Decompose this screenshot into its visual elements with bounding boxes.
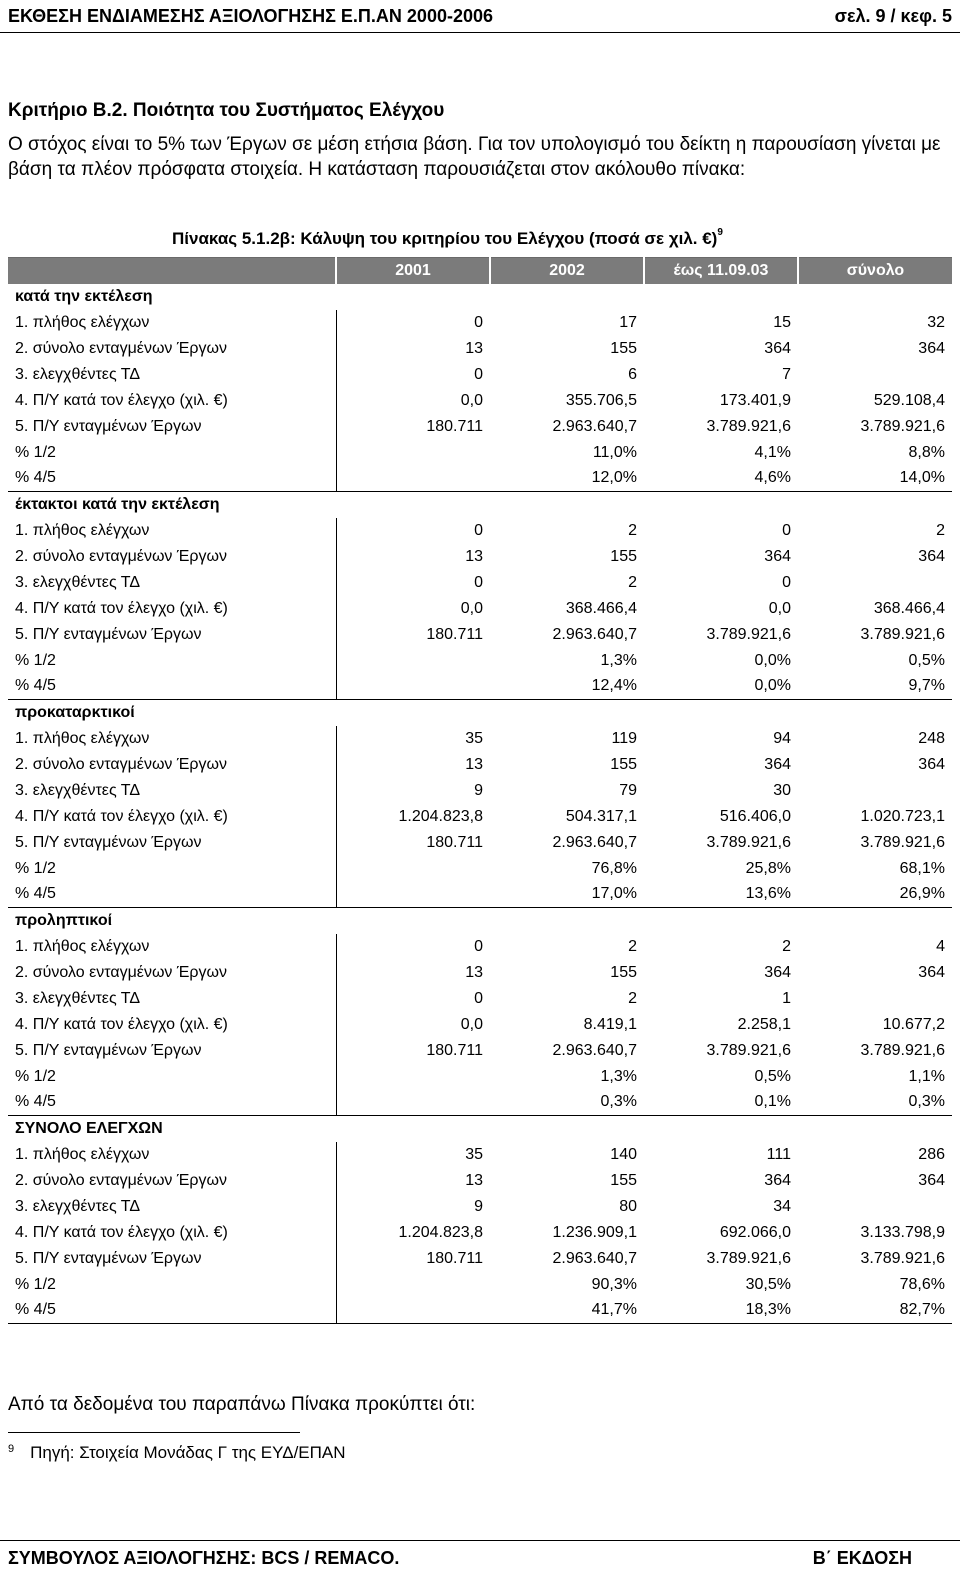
- cell-value: 82,7%: [899, 1301, 945, 1319]
- cell-value: 18,3%: [745, 1301, 791, 1319]
- cell-value: 4: [936, 937, 945, 955]
- cell-value: 78,6%: [899, 1275, 945, 1293]
- row-label: 5. Π/Υ ενταγμένων Έργων: [15, 417, 202, 435]
- cell-value: 692.066,0: [719, 1223, 791, 1241]
- cell-value: 7: [782, 365, 791, 383]
- intro-paragraph: Ο στόχος είναι το 5% των Έργων σε μέση ετήσια βάση. Για τον υπολογισμό του δείκτη η παρουσίαση γίνεται με βάση τα πλέον πρόσφατα στοιχεία. Η κατάσταση παρουσιάζεται στον ακόλουθο πίνακα:: [8, 134, 941, 180]
- table-row: [8, 362, 952, 388]
- row-label: 1. πλήθος ελέγχων: [15, 521, 150, 539]
- cell-value: 3.789.921,6: [860, 1249, 945, 1267]
- header-blank: [8, 258, 336, 284]
- cell-value: [336, 1272, 490, 1298]
- table-row: [8, 388, 952, 414]
- row-label: % 1/2: [15, 859, 56, 877]
- row-label: 2. σύνολο ενταγμένων Έργων: [15, 755, 228, 773]
- table-row: [8, 1246, 952, 1272]
- table-row: [8, 596, 952, 622]
- row-label: % 1/2: [15, 651, 56, 669]
- cell-value: 180.711: [336, 1038, 490, 1064]
- cell-value: 2: [628, 989, 637, 1007]
- cell-value: 368.466,4: [873, 599, 945, 617]
- cell-value: 9: [336, 778, 490, 804]
- row-label: % 4/5: [15, 1301, 56, 1319]
- cell-value: 140: [610, 1145, 637, 1163]
- cell-value: 173.401,9: [719, 391, 791, 409]
- cell-value: 3.789.921,6: [706, 1249, 791, 1267]
- table-row: [8, 986, 952, 1012]
- cell-value: 3.789.921,6: [706, 625, 791, 643]
- cell-value: 8,8%: [908, 443, 945, 461]
- cell-value: 2.963.640,7: [552, 1041, 637, 1059]
- cell-value: 155: [610, 1171, 637, 1189]
- table-caption: [172, 229, 723, 249]
- row-label: % 4/5: [15, 1093, 56, 1111]
- cell-value: 155: [610, 755, 637, 773]
- cell-value: 155: [610, 547, 637, 565]
- cell-value: 2.963.640,7: [552, 833, 637, 851]
- cell-value: 9: [336, 1194, 490, 1220]
- cell-value: [336, 882, 490, 908]
- cell-value: [336, 856, 490, 882]
- cell-value: 3.789.921,6: [860, 417, 945, 435]
- cell-value: 368.466,4: [565, 599, 637, 617]
- cell-value: 1,1%: [908, 1067, 945, 1085]
- cell-value: 79: [619, 781, 637, 799]
- cell-value: 364: [764, 547, 791, 565]
- cell-value: 180.711: [336, 414, 490, 440]
- cell-value: 0: [336, 518, 490, 544]
- cell-value: 15: [773, 313, 791, 331]
- table-row: [8, 1090, 952, 1116]
- cell-value: 0,0: [336, 596, 490, 622]
- row-label: % 1/2: [15, 443, 56, 461]
- table-row: [8, 1298, 952, 1324]
- cell-value: 3.789.921,6: [706, 417, 791, 435]
- row-label: % 4/5: [15, 469, 56, 487]
- table-row: [8, 1064, 952, 1090]
- table-row: [8, 414, 952, 440]
- table-row: [8, 1220, 952, 1246]
- cell-value: 2.963.640,7: [552, 417, 637, 435]
- section-title: έκτακτοι κατά την εκτέλεση: [8, 492, 952, 518]
- cell-value: 13: [336, 336, 490, 362]
- cell-value: 41,7%: [591, 1301, 637, 1319]
- cell-value: 2: [936, 521, 945, 539]
- cell-value: 0,3%: [600, 1093, 637, 1111]
- cell-value: 4,6%: [754, 469, 791, 487]
- cell-value: 94: [773, 729, 791, 747]
- section-title: κατά την εκτέλεση: [15, 287, 153, 305]
- cell-value: 364: [764, 755, 791, 773]
- footer-divider: [0, 1540, 960, 1541]
- row-label: 5. Π/Υ ενταγμένων Έργων: [15, 625, 202, 643]
- cell-value: 0,5%: [908, 651, 945, 669]
- column-header: έως 11.09.03: [644, 258, 798, 284]
- cell-value: 529.108,4: [873, 391, 945, 409]
- footnote-ref: 9: [717, 227, 723, 239]
- table-row: [8, 752, 952, 778]
- row-label: % 4/5: [15, 677, 56, 695]
- coverage-table: [8, 257, 952, 1324]
- table-row: [8, 856, 952, 882]
- row-label: % 4/5: [15, 885, 56, 903]
- row-label: 3. ελεγχθέντες ΤΔ: [15, 573, 141, 591]
- cell-value: 180.711: [336, 622, 490, 648]
- cell-value: [336, 466, 490, 492]
- cell-value: 0: [336, 362, 490, 388]
- table-row: [8, 622, 952, 648]
- cell-value: 13: [336, 544, 490, 570]
- section-title: ΣΥΝΟΛΟ ΕΛΕΓΧΩΝ: [8, 1116, 952, 1142]
- table-row: [8, 726, 952, 752]
- cell-value: 3.789.921,6: [860, 1041, 945, 1059]
- section-title: προληπτικοί: [8, 908, 952, 934]
- cell-value: [798, 778, 952, 804]
- cell-value: 1.236.909,1: [552, 1223, 637, 1241]
- cell-value: 155: [610, 963, 637, 981]
- table-row: [8, 882, 952, 908]
- cell-value: 76,8%: [591, 859, 637, 877]
- cell-value: 516.406,0: [719, 807, 791, 825]
- footer-consultant: ΣΥΜΒΟΥΛΟΣ ΑΞΙΟΛΟΓΗΣΗΣ: BCS / REMACO.: [8, 1548, 400, 1568]
- table-row: [8, 466, 952, 492]
- cell-value: 119: [611, 729, 637, 747]
- cell-value: 6: [628, 365, 637, 383]
- table-row: [8, 960, 952, 986]
- table-row: [8, 1272, 952, 1298]
- cell-value: 364: [764, 1171, 791, 1189]
- row-label: 5. Π/Υ ενταγμένων Έργων: [15, 1249, 202, 1267]
- table-row: [8, 1012, 952, 1038]
- cell-value: 286: [918, 1145, 945, 1163]
- column-header: 2002: [490, 258, 644, 284]
- cell-value: 30,5%: [745, 1275, 791, 1293]
- row-label: 4. Π/Υ κατά τον έλεγχο (χιλ. €): [15, 391, 228, 409]
- header-page-ref: σελ. 9 / κεφ. 5: [834, 5, 952, 26]
- cell-value: 364: [764, 963, 791, 981]
- row-label: 2. σύνολο ενταγμένων Έργων: [15, 339, 228, 357]
- cell-value: 34: [773, 1197, 791, 1215]
- section-row: [8, 492, 952, 518]
- cell-value: 248: [918, 729, 945, 747]
- cell-value: 0,3%: [908, 1093, 945, 1111]
- cell-value: 3.789.921,6: [860, 625, 945, 643]
- cell-value: [336, 440, 490, 466]
- cell-value: 1.020.723,1: [860, 807, 945, 825]
- cell-value: 2: [628, 573, 637, 591]
- row-label: 3. ελεγχθέντες ΤΔ: [15, 1197, 141, 1215]
- row-label: 1. πλήθος ελέγχων: [15, 937, 150, 955]
- cell-value: 111: [766, 1145, 791, 1163]
- cell-value: 1.204.823,8: [336, 1220, 490, 1246]
- row-label: 5. Π/Υ ενταγμένων Έργων: [15, 833, 202, 851]
- table-row: [8, 440, 952, 466]
- cell-value: 14,0%: [899, 469, 945, 487]
- cell-value: [798, 570, 952, 596]
- cell-value: 0: [336, 986, 490, 1012]
- section-row: [8, 1116, 952, 1142]
- cell-value: 355.706,5: [565, 391, 637, 409]
- cell-value: 0: [336, 570, 490, 596]
- footnote-divider: [8, 1432, 300, 1433]
- cell-value: 155: [610, 339, 637, 357]
- cell-value: [798, 986, 952, 1012]
- row-label: 4. Π/Υ κατά τον έλεγχο (χιλ. €): [15, 1015, 228, 1033]
- cell-value: 3.789.921,6: [706, 1041, 791, 1059]
- row-label: 3. ελεγχθέντες ΤΔ: [15, 365, 141, 383]
- cell-value: 0: [336, 934, 490, 960]
- row-label: 2. σύνολο ενταγμένων Έργων: [15, 963, 228, 981]
- cell-value: 12,0%: [591, 469, 637, 487]
- criterion-title: Κριτήριο Β.2. Ποιότητα του Συστήματος Ελέγχου: [8, 100, 445, 121]
- section-row: [8, 908, 952, 934]
- row-label: 4. Π/Υ κατά τον έλεγχο (χιλ. €): [15, 599, 228, 617]
- cell-value: 25,8%: [745, 859, 791, 877]
- table-row: [8, 1168, 952, 1194]
- cell-value: 17: [619, 313, 637, 331]
- cell-value: 13: [336, 1168, 490, 1194]
- table-row: [8, 804, 952, 830]
- table-row: [8, 674, 952, 700]
- row-label: 4. Π/Υ κατά τον έλεγχο (χιλ. €): [15, 807, 228, 825]
- cell-value: 35: [336, 1142, 490, 1168]
- row-label: 1. πλήθος ελέγχων: [15, 313, 150, 331]
- table-row: [8, 934, 952, 960]
- cell-value: [336, 1298, 490, 1324]
- table-row: [8, 1194, 952, 1220]
- cell-value: 0: [782, 573, 791, 591]
- cell-value: 2: [628, 937, 637, 955]
- header-divider: [0, 32, 960, 33]
- cell-value: 364: [918, 963, 945, 981]
- cell-value: 90,3%: [591, 1275, 637, 1293]
- cell-value: 4,1%: [754, 443, 791, 461]
- cell-value: 30: [773, 781, 791, 799]
- row-label: 1. πλήθος ελέγχων: [15, 729, 150, 747]
- section-row: [8, 284, 952, 310]
- footnote-mark: 9: [8, 1443, 15, 1455]
- cell-value: [798, 362, 952, 388]
- column-header: 2001: [336, 258, 490, 284]
- cell-value: 35: [336, 726, 490, 752]
- cell-value: 364: [764, 339, 791, 357]
- cell-value: 12,4%: [591, 677, 637, 695]
- row-label: 5. Π/Υ ενταγμένων Έργων: [15, 1041, 202, 1059]
- cell-value: 0: [782, 521, 791, 539]
- cell-value: [336, 1090, 490, 1116]
- closing-sentence: Από τα δεδομένα του παραπάνω Πίνακα προκύπτει ότι:: [8, 1394, 476, 1415]
- cell-value: 1,3%: [600, 1067, 637, 1085]
- row-label: 3. ελεγχθέντες ΤΔ: [15, 781, 141, 799]
- cell-value: 364: [918, 1171, 945, 1189]
- cell-value: 0,0: [768, 599, 791, 617]
- table-caption-text: Πίνακας 5.1.2β: Κάλυψη του κριτηρίου του Ελέγχου (ποσά σε χιλ. €): [172, 229, 718, 248]
- cell-value: 0,1%: [754, 1093, 791, 1111]
- cell-value: 17,0%: [591, 885, 637, 903]
- cell-value: 504.317,1: [565, 807, 637, 825]
- cell-value: 364: [918, 755, 945, 773]
- table-row: [8, 648, 952, 674]
- page-header: [0, 0, 960, 32]
- row-label: 3. ελεγχθέντες ΤΔ: [15, 989, 141, 1007]
- cell-value: 3.789.921,6: [860, 833, 945, 851]
- cell-value: 13: [336, 752, 490, 778]
- table-row: [8, 1142, 952, 1168]
- cell-value: 364: [918, 547, 945, 565]
- cell-value: 0: [336, 310, 490, 336]
- table-row: [8, 778, 952, 804]
- cell-value: 3.133.798,9: [860, 1223, 945, 1241]
- header-title: ΕΚΘΕΣΗ ΕΝΔΙΑΜΕΣΗΣ ΑΞΙΟΛΟΓΗΣΗΣ Ε.Π.ΑΝ 2000-2006: [8, 5, 493, 26]
- cell-value: 2.963.640,7: [552, 1249, 637, 1267]
- section-title: προκαταρκτικοί: [8, 700, 952, 726]
- cell-value: [336, 674, 490, 700]
- column-header: σύνολο: [798, 258, 952, 284]
- cell-value: 2: [782, 937, 791, 955]
- cell-value: 9,7%: [908, 677, 945, 695]
- row-label: 2. σύνολο ενταγμένων Έργων: [15, 547, 228, 565]
- cell-value: 0,0: [336, 1012, 490, 1038]
- page-footer: [0, 1548, 960, 1587]
- cell-value: [336, 1064, 490, 1090]
- cell-value: 32: [927, 313, 945, 331]
- cell-value: 1,3%: [600, 651, 637, 669]
- table-row: [8, 336, 952, 362]
- row-label: 1. πλήθος ελέγχων: [15, 1145, 150, 1163]
- cell-value: 80: [619, 1197, 637, 1215]
- row-label: % 1/2: [15, 1067, 56, 1085]
- table-row: [8, 310, 952, 336]
- table-header-row: [8, 258, 952, 284]
- table-row: [8, 1038, 952, 1064]
- cell-value: 13,6%: [745, 885, 791, 903]
- cell-value: 10.677,2: [882, 1015, 945, 1033]
- table-row: [8, 544, 952, 570]
- cell-value: 2: [628, 521, 637, 539]
- cell-value: 0,0%: [754, 651, 791, 669]
- cell-value: 11,0%: [592, 443, 637, 461]
- table-row: [8, 830, 952, 856]
- footer-edition: Β΄ ΕΚΔΟΣΗ: [812, 1548, 912, 1568]
- cell-value: 180.711: [336, 1246, 490, 1272]
- cell-value: 0,0%: [754, 677, 791, 695]
- cell-value: 0,0: [336, 388, 490, 414]
- cell-value: 1.204.823,8: [336, 804, 490, 830]
- cell-value: 180.711: [336, 830, 490, 856]
- footnote-text: Πηγή: Στοιχεία Μονάδας Γ της ΕΥΔ/ΕΠΑΝ: [30, 1443, 346, 1462]
- cell-value: 8.419,1: [583, 1015, 637, 1033]
- table-body: [8, 284, 952, 1324]
- cell-value: 0,5%: [754, 1067, 791, 1085]
- row-label: 2. σύνολο ενταγμένων Έργων: [15, 1171, 228, 1189]
- table-row: [8, 518, 952, 544]
- row-label: % 1/2: [15, 1275, 56, 1293]
- cell-value: 2.963.640,7: [552, 625, 637, 643]
- cell-value: 364: [918, 339, 945, 357]
- cell-value: [798, 1194, 952, 1220]
- cell-value: 26,9%: [899, 885, 945, 903]
- cell-value: [336, 648, 490, 674]
- footnote: [8, 1443, 346, 1463]
- cell-value: 1: [782, 989, 791, 1007]
- cell-value: 68,1%: [899, 859, 945, 877]
- cell-value: 3.789.921,6: [706, 833, 791, 851]
- row-label: 4. Π/Υ κατά τον έλεγχο (χιλ. €): [15, 1223, 228, 1241]
- section-row: [8, 700, 952, 726]
- cell-value: 2.258,1: [737, 1015, 791, 1033]
- cell-value: 13: [336, 960, 490, 986]
- table-row: [8, 570, 952, 596]
